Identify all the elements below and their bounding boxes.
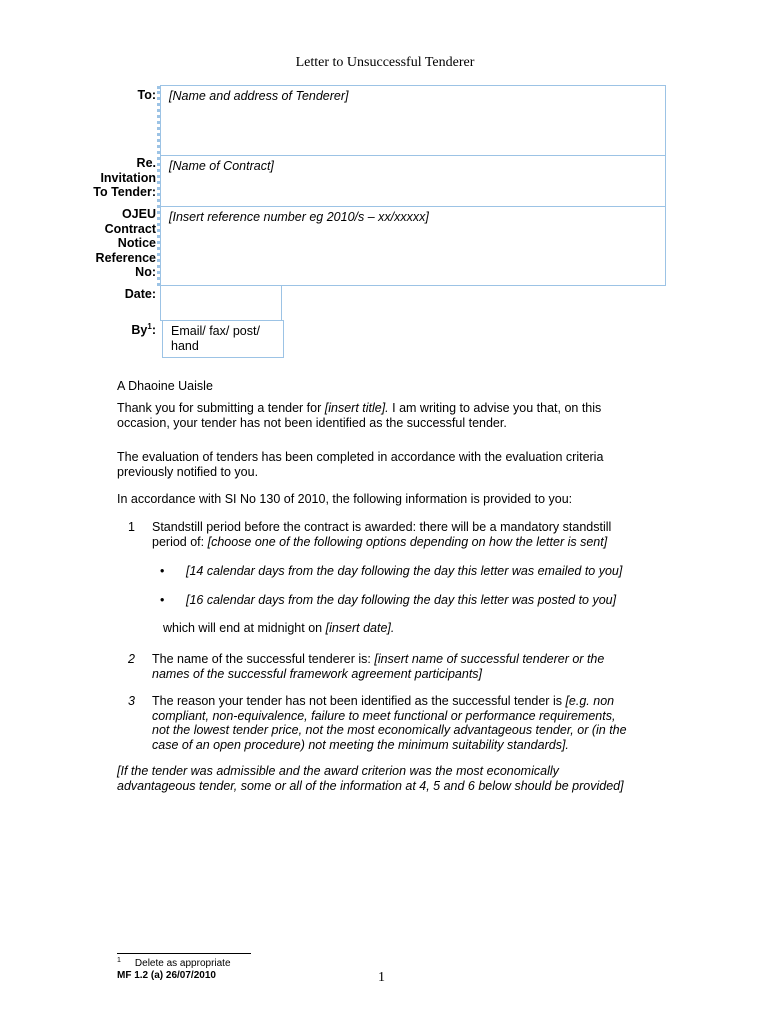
re-label-line: To Tender: — [93, 185, 156, 199]
text-line: The evaluation of tenders has been completed in accordance with the evaluation criteria — [117, 450, 604, 464]
text-run: Thank you for submitting a tender for — [117, 401, 325, 415]
text-run: I am writing to advise you that, on this — [388, 401, 602, 415]
bullet-email-option: [14 calendar days from the day following the day this letter was emailed to you] — [186, 564, 623, 578]
text-run: [insert date]. — [325, 621, 395, 635]
footnote-mark: 1 — [117, 957, 121, 964]
ojeu-reference-field[interactable]: [Insert reference number eg 2010/s – xx/xxxxx] — [160, 206, 666, 286]
footnote-separator — [117, 953, 251, 954]
re-label-line: Re. — [136, 156, 156, 170]
form-reference: MF 1.2 (a) 26/07/2010 — [117, 970, 216, 981]
re-label-line: Invitation — [100, 170, 156, 185]
text-run: [insert name of successful tenderer or the — [374, 652, 605, 666]
text-run: [insert title]. — [324, 401, 389, 415]
text-line: previously notified to you. — [117, 464, 259, 479]
date-field[interactable] — [160, 285, 282, 321]
text-run: The name of the successful tenderer is: — [152, 652, 375, 666]
text-run: period of: — [152, 534, 208, 549]
text-line: advantageous tender, some or all of the information at 4, 5 and 6 below should be provided] — [117, 778, 624, 793]
text-line: not the lowest tender price, not the most economically advantageous tender, or (in the — [152, 723, 627, 737]
item-standstill — [152, 520, 672, 549]
text-run: [e.g. non — [565, 694, 615, 708]
footnote-text: Delete as appropriate — [134, 958, 231, 970]
item-reason — [152, 694, 672, 752]
to-label: To: — [137, 88, 156, 102]
item-number: 3 — [128, 694, 135, 708]
bullet-icon: • — [160, 593, 165, 607]
paragraph-intro — [117, 401, 657, 430]
paragraph-si: In accordance with SI No 130 of 2010, the following information is provided to you: — [117, 492, 573, 506]
footnote-ref: 1 — [147, 322, 152, 331]
text-run: which will end at midnight on — [163, 621, 326, 635]
date-label: Date: — [124, 287, 156, 301]
text-line: Standstill period before the contract is awarded: there will be a mandatory standstill — [152, 520, 612, 534]
ojeu-label-line: OJEU — [121, 207, 156, 221]
by-label-colon: : — [151, 323, 156, 338]
ojeu-label-line: Contract — [104, 221, 156, 236]
text-line: [If the tender was admissible and the award criterion was the most economically — [117, 764, 559, 778]
item-successful-tenderer — [152, 652, 672, 681]
footnote — [117, 957, 231, 969]
re-label — [93, 156, 156, 200]
by-field[interactable] — [162, 320, 284, 358]
bullet-icon: • — [160, 564, 165, 578]
text-run: The reason your tender has not been identified as the successful tender is — [152, 694, 566, 708]
by-label — [131, 320, 156, 338]
ojeu-label-line: No: — [135, 265, 156, 279]
text-line: names of the successful framework agreement participants] — [152, 666, 483, 681]
salutation: A Dhaoine Uaisle — [117, 379, 213, 393]
item-number: 1 — [128, 520, 135, 534]
paragraph-evaluation — [117, 450, 657, 479]
page-number: 1 — [378, 970, 385, 985]
ojeu-label — [96, 207, 156, 280]
to-field[interactable]: [Name and address of Tenderer] — [160, 85, 666, 156]
ojeu-label-line: Reference — [95, 250, 156, 265]
contract-name-field[interactable]: [Name of Contract] — [160, 155, 666, 207]
bullet-post-option: [16 calendar days from the day following the day this letter was posted to you] — [186, 593, 617, 607]
midnight-line — [163, 621, 663, 636]
closing-note — [117, 764, 677, 793]
page-title: Letter to Unsuccessful Tenderer — [295, 55, 475, 70]
text-line: compliant, non-equivalence, failure to meet functional or performance requirements, — [152, 708, 616, 723]
by-field-line: Email/ fax/ post/ — [171, 324, 260, 338]
by-field-line: hand — [171, 338, 199, 353]
ojeu-label-line: Notice — [117, 236, 156, 250]
item-number: 2 — [128, 652, 135, 666]
by-label-text: By — [131, 323, 148, 338]
text-line: occasion, your tender has not been identified as the successful tender. — [117, 415, 507, 430]
text-line: case of an open procedure) not meeting the minimum suitability standards]. — [152, 737, 569, 752]
text-run: [choose one of the following options depending on how the letter is sent] — [207, 534, 608, 549]
